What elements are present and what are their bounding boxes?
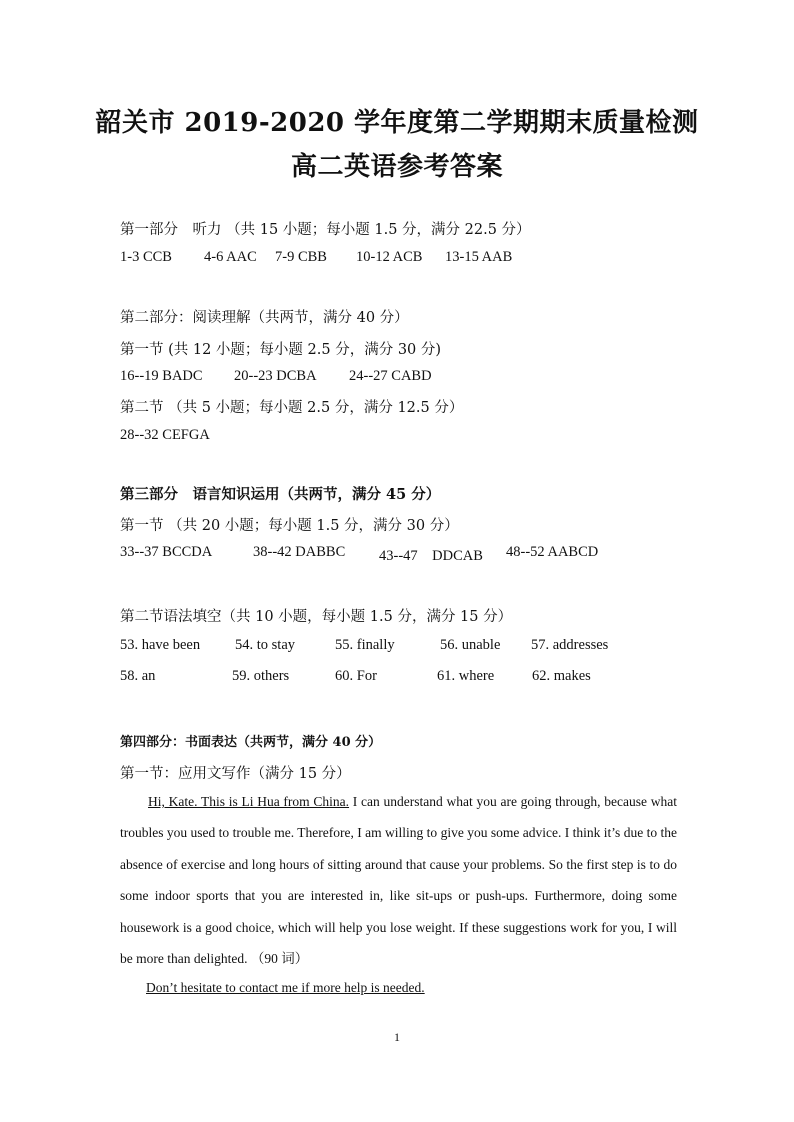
fill-answer: 58. an: [120, 668, 156, 684]
part2-heading: 第二部分：阅读理解（共两节，满分 40 分）: [120, 310, 409, 326]
fill-answer: 55. finally: [335, 637, 395, 653]
part2-section2-heading: 第二节 （共 5 小题；每小题 2.5 分，满分 12.5 分）: [120, 400, 464, 416]
fill-answer: 57. addresses: [531, 637, 609, 653]
essay-body: I can understand what you are going through, because what troubles you used to trouble me. Therefore, I am willing to give you some advice. I think it’s due to the absence of exercise and long hours of sitting around that cause your problems. So the first step is to do some indoor sports that you are interested in, like sit-ups or push-ups. Furthermore, doing some housework is a good choice, which will help you lose weight. If these suggestions work for you, I will be more than delighted.: [120, 794, 677, 967]
answer-group: 16--19 BADC: [120, 368, 203, 384]
model-essay: [120, 786, 677, 974]
fill-answer: 61. where: [437, 668, 495, 684]
fill-answer: 60. For: [335, 668, 377, 684]
fill-answers-row-2: [120, 668, 591, 685]
answer-group: 20--23 DCBA: [234, 368, 317, 384]
fill-answer: 59. others: [232, 668, 290, 684]
answer-group: 10-12 ACB: [356, 249, 423, 265]
fill-answer: 53. have been: [120, 637, 201, 653]
answer-group: 4-6 AAC: [204, 249, 257, 265]
answer-group: 7-9 CBB: [275, 249, 327, 265]
part1-heading: 第一部分 听力 （共 15 小题；每小题 1.5 分，满分 22.5 分）: [120, 222, 531, 238]
answer-group: 48--52 AABCD: [506, 544, 599, 560]
answer-group: 38--42 DABBC: [253, 544, 346, 560]
answer-group: 1-3 CCB: [120, 249, 172, 265]
essay-opening: Hi, Kate. This is Li Hua from China.: [148, 794, 350, 809]
fill-answer: 56. unable: [440, 637, 501, 653]
part2-section1-answers: [120, 368, 432, 385]
part3-section1-answers: [120, 544, 598, 565]
answer-group: 43--47 DDCAB: [379, 548, 483, 564]
answer-group: 24--27 CABD: [349, 368, 432, 384]
part3-section2-heading: 第二节语法填空（共 10 小题，每小题 1.5 分，满分 15 分）: [120, 609, 513, 625]
answer-group: 33--37 BCCDA: [120, 544, 213, 560]
part3-heading: 第三部分 语言知识运用（共两节，满分 45 分）: [120, 486, 441, 503]
fill-answer: 54. to stay: [235, 637, 296, 653]
document-title: 韶关市 2019-2020 学年度第二学期期末质量检测: [95, 108, 699, 138]
document-subtitle: 高二英语参考答案: [290, 152, 503, 182]
part2-section2-answers: 28--32 CEFGA: [120, 427, 210, 443]
word-count: （90 词）: [250, 951, 309, 967]
part4-section1-heading: 第一节：应用文写作（满分 15 分）: [120, 766, 351, 782]
page-number: 1: [394, 1030, 400, 1044]
fill-answer: 62. makes: [532, 668, 591, 684]
answer-group: 13-15 AAB: [445, 249, 513, 265]
part2-section1-heading: 第一节 (共 12 小题；每小题 2.5 分，满分 30 分): [120, 342, 442, 358]
fill-answers-row-1: [120, 637, 608, 654]
part1-answers: [120, 249, 512, 266]
part3-section1-heading: 第一节 （共 20 小题；每小题 1.5 分，满分 30 分）: [120, 518, 459, 534]
essay-closing: Don’t hesitate to contact me if more help is needed.: [146, 980, 425, 995]
part4-heading: 第四部分：书面表达（共两节，满分 40 分）: [120, 735, 382, 750]
